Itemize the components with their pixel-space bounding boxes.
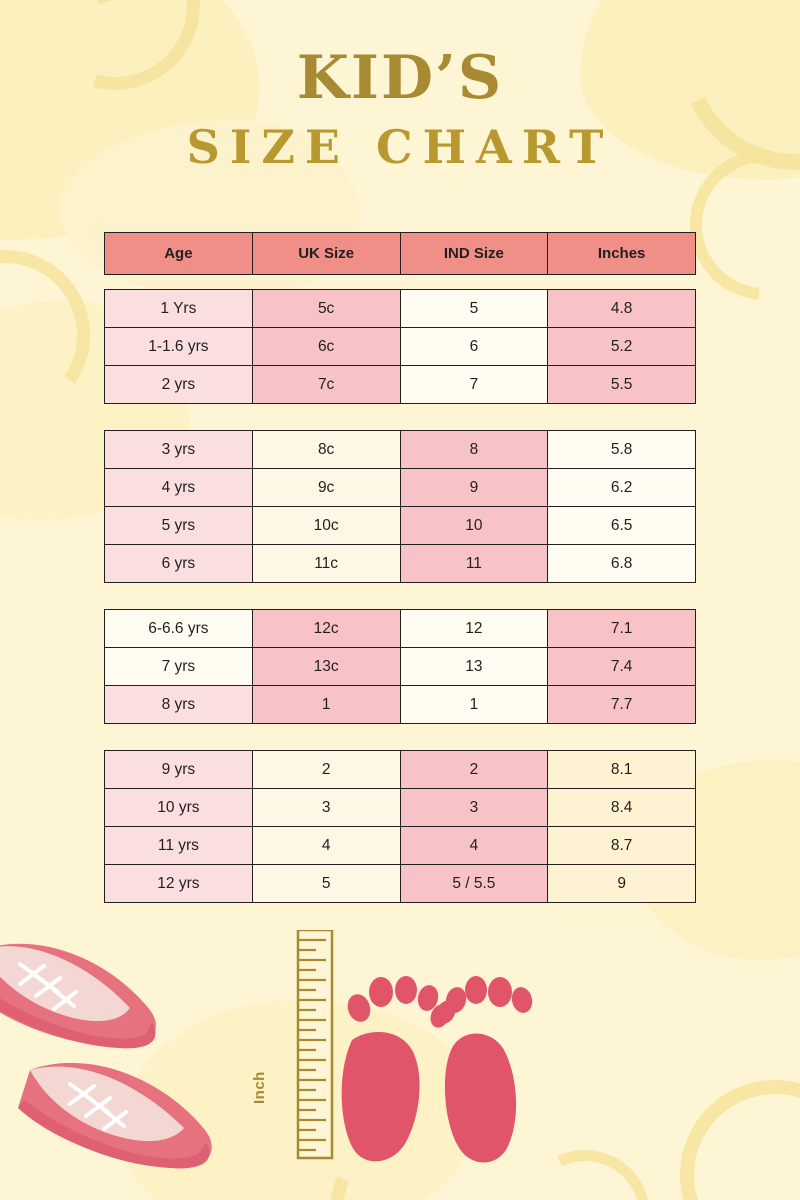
- sneakers-icon-2: [18, 1063, 212, 1169]
- table-gap: [104, 724, 696, 750]
- table-row: [105, 827, 696, 865]
- table-row: [105, 469, 696, 507]
- column-header-inches: Inches: [548, 233, 696, 275]
- column-header-age: Age: [105, 233, 253, 275]
- page-title: [0, 43, 800, 174]
- cell-uk: 6c: [252, 328, 400, 366]
- size-table-group-4: [104, 750, 696, 903]
- cell-ind: 9: [400, 469, 548, 507]
- table-row: [105, 648, 696, 686]
- ruler-icon: [298, 930, 332, 1158]
- cell-inches: 6.2: [548, 469, 696, 507]
- table-row: [105, 686, 696, 724]
- cell-ind: 10: [400, 507, 548, 545]
- cell-inches: 6.5: [548, 507, 696, 545]
- cell-age: 8 yrs: [105, 686, 253, 724]
- cell-age: 4 yrs: [105, 469, 253, 507]
- cell-ind: 11: [400, 545, 548, 583]
- footer-illustration: [0, 930, 800, 1200]
- cell-ind: 4: [400, 827, 548, 865]
- cell-uk: 5: [252, 865, 400, 903]
- cell-uk: 5c: [252, 290, 400, 328]
- table-row: [105, 610, 696, 648]
- cell-ind: 8: [400, 431, 548, 469]
- size-table-group-2: [104, 430, 696, 583]
- cell-inches: 6.8: [548, 545, 696, 583]
- size-table-group-3: [104, 609, 696, 724]
- cell-inches: 4.8: [548, 290, 696, 328]
- cell-ind: 3: [400, 789, 548, 827]
- table-row: [105, 366, 696, 404]
- cell-age: 11 yrs: [105, 827, 253, 865]
- cell-age: 6-6.6 yrs: [105, 610, 253, 648]
- table-row: [105, 751, 696, 789]
- cell-age: 1-1.6 yrs: [105, 328, 253, 366]
- cell-age: 6 yrs: [105, 545, 253, 583]
- cell-inches: 9: [548, 865, 696, 903]
- cell-ind: 6: [400, 328, 548, 366]
- cell-uk: 13c: [252, 648, 400, 686]
- size-tables: [104, 232, 696, 903]
- table-gap: [104, 404, 696, 430]
- cell-inches: 8.7: [548, 827, 696, 865]
- cell-ind: 13: [400, 648, 548, 686]
- cell-uk: 1: [252, 686, 400, 724]
- cell-age: 12 yrs: [105, 865, 253, 903]
- table-row: [105, 865, 696, 903]
- cell-uk: 9c: [252, 469, 400, 507]
- cell-age: 5 yrs: [105, 507, 253, 545]
- cell-uk: 3: [252, 789, 400, 827]
- cell-ind: 1: [400, 686, 548, 724]
- cell-uk: 4: [252, 827, 400, 865]
- title-line-1: KID’S: [296, 43, 504, 113]
- table-header: [104, 232, 696, 275]
- column-header-uk-size: UK Size: [252, 233, 400, 275]
- cell-age: 1 Yrs: [105, 290, 253, 328]
- cell-ind: 2: [400, 751, 548, 789]
- cell-uk: 2: [252, 751, 400, 789]
- size-table-group-1: [104, 289, 696, 404]
- table-row: [105, 507, 696, 545]
- table-row: [105, 290, 696, 328]
- table-row: [105, 328, 696, 366]
- table-row: [105, 545, 696, 583]
- table-row: [105, 789, 696, 827]
- cell-inches: 7.7: [548, 686, 696, 724]
- cell-inches: 8.1: [548, 751, 696, 789]
- cell-inches: 5.2: [548, 328, 696, 366]
- cell-age: 7 yrs: [105, 648, 253, 686]
- cell-age: 2 yrs: [105, 366, 253, 404]
- footprints-icon: [342, 976, 535, 1163]
- table-gap: [104, 583, 696, 609]
- cell-uk: 8c: [252, 431, 400, 469]
- column-header-ind-size: IND Size: [400, 233, 548, 275]
- ruler-label: Inch: [251, 1071, 268, 1104]
- cell-age: 10 yrs: [105, 789, 253, 827]
- cell-inches: 5.8: [548, 431, 696, 469]
- cell-inches: 7.4: [548, 648, 696, 686]
- title-line-2: SIZE CHART: [186, 120, 614, 174]
- table-header-row: [105, 233, 696, 275]
- cell-uk: 11c: [252, 545, 400, 583]
- sneakers-icon: [0, 944, 156, 1049]
- cell-inches: 8.4: [548, 789, 696, 827]
- cell-inches: 7.1: [548, 610, 696, 648]
- cell-ind: 5: [400, 290, 548, 328]
- cell-inches: 5.5: [548, 366, 696, 404]
- table-row: [105, 431, 696, 469]
- cell-age: 3 yrs: [105, 431, 253, 469]
- cell-age: 9 yrs: [105, 751, 253, 789]
- cell-ind: 7: [400, 366, 548, 404]
- cell-uk: 10c: [252, 507, 400, 545]
- cell-uk: 12c: [252, 610, 400, 648]
- cell-uk: 7c: [252, 366, 400, 404]
- cell-ind: 12: [400, 610, 548, 648]
- cell-ind: 5 / 5.5: [400, 865, 548, 903]
